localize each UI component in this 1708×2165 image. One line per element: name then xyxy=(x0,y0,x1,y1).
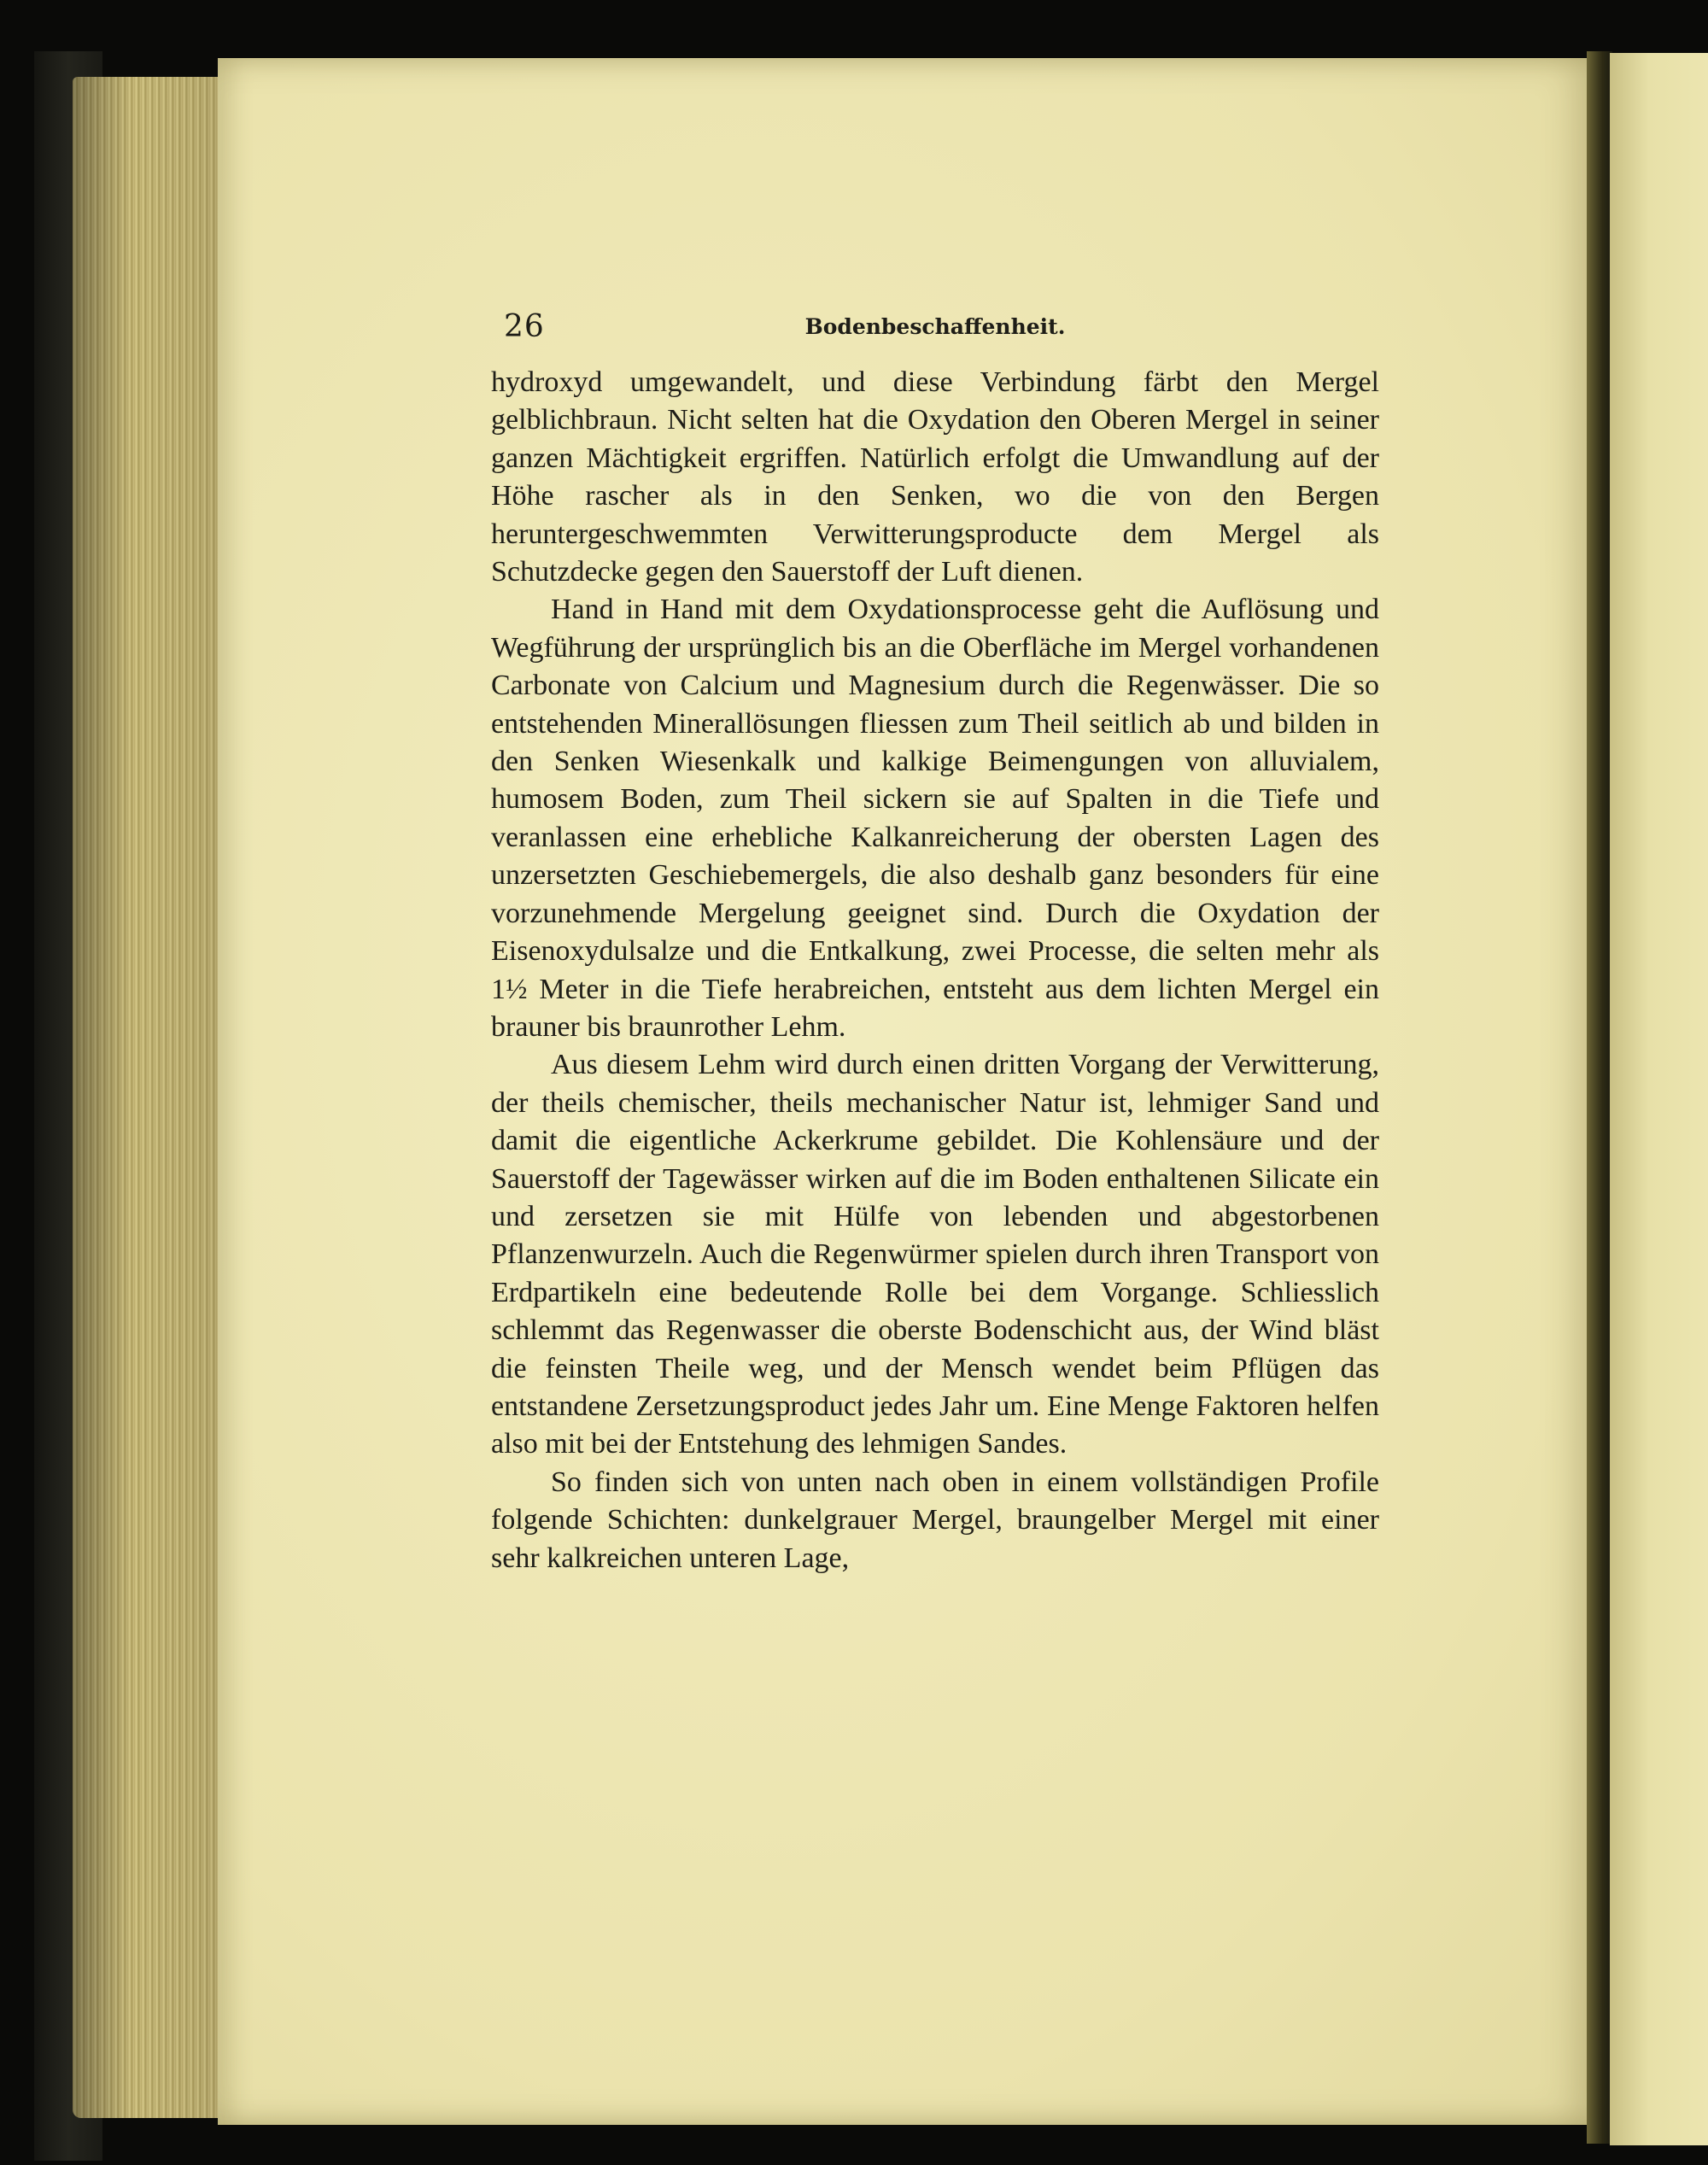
facing-page-edge xyxy=(1610,53,1708,2145)
book-gutter xyxy=(1587,51,1612,2144)
paragraph-1: hydroxyd umgewandelt, und diese Verbindung färbt den Mergel gelblichbraun. Nicht selten hat die Oxydation den Oberen Mergel in seiner ganzen Mächtigkeit ergriffen. Natürlich erfolgt die Umwandlung auf der Höhe rascher als in den Senken, wo die von den Bergen heruntergeschwemmten Verwitterungsproducte dem Mergel als Schutzdecke gegen den Sauerstoff der Luft dienen. xyxy=(491,366,1379,588)
running-head: Bodenbeschaffenheit. xyxy=(804,314,1066,339)
page-number: 26 xyxy=(504,309,545,344)
page-stack-shadow xyxy=(73,77,222,2118)
paragraph-2: Hand in Hand mit dem Oxydationsprocesse geht die Auflösung und Wegführung der ursprünglich bis an die Oberfläche im Mergel vorhandenen Carbonate von Calcium und Magnesium durch die Regenwässer. Die so entstehenden Minerallösungen fliessen zum Theil seitlich ab und bilden in den Senken Wiesenkalk und kalkige Beimengungen von alluvialem, humosem Boden, zum Theil sickern sie auf Spalten in die Tiefe und veranlassen eine erhebliche Kalkanreicherung der obersten Lagen des unzersetzten Geschiebemergels, die also deshalb ganz besonders für eine vorzunehmende Mergelung geeignet sind. Durch die Oxydation der Eisenoxydulsalze und die Entkalkung, zwei Processe, die selten mehr als 1½ Meter in die Tiefe herabreichen, entsteht aus dem lichten Mergel ein brauner bis braunrother Lehm. xyxy=(491,594,1379,1043)
page-header xyxy=(504,309,1366,352)
paragraph-3: Aus diesem Lehm wird durch einen dritten Vorgang der Verwitterung, der theils chemischer, theils mechanischer Natur ist, lehmiger Sand und damit die eigentliche Ackerkrume gebildet. Die Kohlensäure und der Sauerstoff der Tagewässer wirken auf die im Boden enthaltenen Silicate ein und zersetzen sie mit Hülfe von lebenden und abgestorbenen Pflanzenwurzeln. Auch die Regenwürmer spielen durch ihren Transport von Erdpartikeln eine bedeutende Rolle bei dem Vorgange. Schliesslich schlemmt das Regenwasser die oberste Bodenschicht aus, der Wind bläst die feinsten Theile weg, und der Mensch wendet beim Pflügen das entstandene Zersetzungsproduct jedes Jahr um. Eine Menge Faktoren helfen also mit bei der Entstehung des lehmigen Sandes. xyxy=(491,1049,1379,1460)
body-text xyxy=(491,364,1379,1577)
paragraph-4: So finden sich von unten nach oben in einem vollständigen Profile folgende Schichten: dunkelgrauer Mergel, braungelber Mergel mit einer sehr kalkreichen unteren Lage, xyxy=(491,1466,1379,1574)
